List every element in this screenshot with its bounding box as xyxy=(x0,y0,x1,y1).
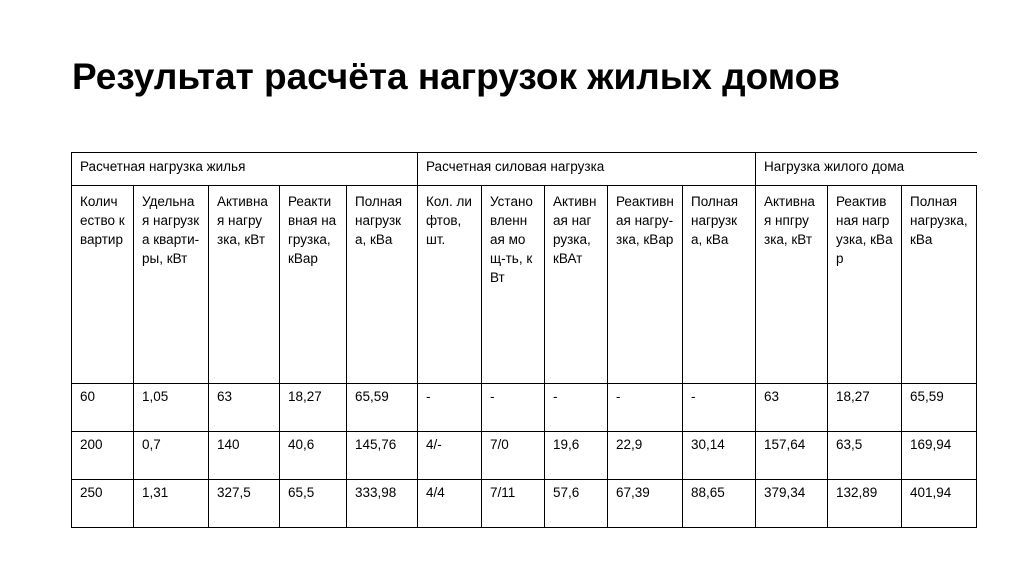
table-cell: 60 xyxy=(72,384,134,432)
table-cell: - xyxy=(545,384,608,432)
table-cell: 57,6 xyxy=(545,480,608,528)
table-cell: 18,27 xyxy=(280,384,347,432)
table-cell: 132,89 xyxy=(828,480,902,528)
column-header: Реактивная нагрузка, кВар xyxy=(608,186,683,384)
table-cell: 333,98 xyxy=(347,480,418,528)
table-cell: - xyxy=(608,384,683,432)
page-title: Результат расчёта нагрузок жилых домов xyxy=(72,56,841,97)
table-cell: 157,64 xyxy=(756,432,828,480)
table-cell: 30,14 xyxy=(683,432,756,480)
table-cell: 145,76 xyxy=(347,432,418,480)
column-header: Удельная нагрузка квартиры, кВт xyxy=(134,186,209,384)
table-cell: 63 xyxy=(209,384,280,432)
table-cell: 63 xyxy=(756,384,828,432)
column-header: Установленная мощ-ть, кВт xyxy=(482,186,545,384)
table-cell: 7/11 xyxy=(482,480,545,528)
table-cell: 18,27 xyxy=(828,384,902,432)
table-cell: 40,6 xyxy=(280,432,347,480)
column-header: Активная нагрузка, кВт xyxy=(209,186,280,384)
group-power-load: Расчетная силовая нагрузка xyxy=(418,153,756,186)
column-header: Активная нагрузка, кВАт xyxy=(545,186,608,384)
column-header: Активная нпгрузка, кВт xyxy=(756,186,828,384)
table-row xyxy=(72,432,977,480)
table-cell: - xyxy=(683,384,756,432)
group-header-row xyxy=(72,153,977,186)
table-cell: 65,5 xyxy=(280,480,347,528)
table-row xyxy=(72,480,977,528)
table-cell: 65,59 xyxy=(347,384,418,432)
table-cell: 1,31 xyxy=(134,480,209,528)
table-cell: 65,59 xyxy=(902,384,977,432)
table-cell: 63,5 xyxy=(828,432,902,480)
column-header: Реактивная нагрузка, кВар xyxy=(280,186,347,384)
table-cell: 0,7 xyxy=(134,432,209,480)
group-house-load: Нагрузка жилого дома xyxy=(756,153,977,186)
table-cell: 22,9 xyxy=(608,432,683,480)
column-header: Реактивная нагрузка, кВар xyxy=(828,186,902,384)
table-cell: - xyxy=(418,384,482,432)
column-header: Количество квартир xyxy=(72,186,134,384)
table-cell: 19,6 xyxy=(545,432,608,480)
column-header: Кол. лифтов, шт. xyxy=(418,186,482,384)
table-cell: 327,5 xyxy=(209,480,280,528)
table-cell: 88,65 xyxy=(683,480,756,528)
table-cell: 67,39 xyxy=(608,480,683,528)
column-header: Полная нагрузка, кВа xyxy=(902,186,977,384)
table-cell: 169,94 xyxy=(902,432,977,480)
table-cell: - xyxy=(482,384,545,432)
table-cell: 4/4 xyxy=(418,480,482,528)
group-housing-load: Расчетная нагрузка жилья xyxy=(72,153,418,186)
column-header: Полная нагрузка, кВа xyxy=(683,186,756,384)
table-row xyxy=(72,384,977,432)
table-cell: 200 xyxy=(72,432,134,480)
table-cell: 379,34 xyxy=(756,480,828,528)
column-header-row xyxy=(72,186,977,384)
column-header: Полная нагрузка, кВа xyxy=(347,186,418,384)
table-cell: 140 xyxy=(209,432,280,480)
table-cell: 4/- xyxy=(418,432,482,480)
table-cell: 401,94 xyxy=(902,480,977,528)
loads-table xyxy=(71,152,977,528)
table-cell: 7/0 xyxy=(482,432,545,480)
table-cell: 250 xyxy=(72,480,134,528)
table-cell: 1,05 xyxy=(134,384,209,432)
